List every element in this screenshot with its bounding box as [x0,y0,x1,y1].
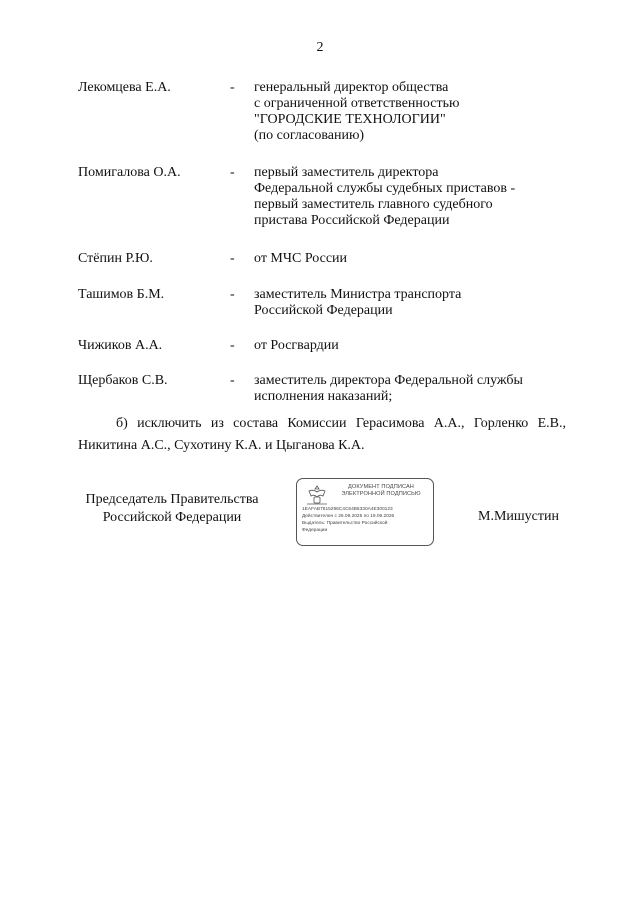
role-line: заместитель директора Федеральной службы [254,373,523,388]
page-number: 2 [316,40,324,55]
role-line: (по согласованию) [254,128,365,143]
coat-of-arms-icon [305,484,329,506]
member-name: Щербаков С.В. [78,373,168,388]
role-line: заместитель Министра транспорта [254,287,462,302]
role-line: от МЧС России [254,251,348,266]
paragraph-line: б) исключить из состава Комиссии Герасимова А.А., Горленко Е.В., [116,416,566,431]
member-dash: - [230,165,235,180]
member-name: Лекомцева Е.А. [78,80,171,95]
stamp-issued-to: Выдатель: Правительство Российской [302,521,388,526]
signer-name: М.Мишустин [478,509,559,524]
member-dash: - [230,287,235,302]
chairman-title-line: Председатель Правительства [85,492,259,507]
role-line: с ограниченной ответственностью [254,96,460,111]
stamp-details [302,506,430,534]
chairman-title [78,491,266,527]
stamp-issued-to: Федерации [302,528,328,533]
stamp-certificate: 1EAFAB7815296C4C64B5330A4E300123 [302,507,393,512]
member-role [254,251,574,267]
stamp-header [333,484,429,498]
stamp-validity: Действителен с 26.09.2025 по 19.09.2026 [302,514,395,519]
role-line: от Росгвардии [254,338,339,353]
member-name: Помигалова О.А. [78,165,181,180]
member-dash: - [230,338,235,353]
member-role [254,287,574,319]
member-dash: - [230,373,235,388]
stamp-header-line: ЭЛЕКТРОННОЙ ПОДПИСЬЮ [341,491,421,497]
role-line: генеральный директор общества [254,80,449,95]
member-role [254,165,574,229]
role-line: "ГОРОДСКИЕ ТЕХНОЛОГИИ" [254,112,446,127]
role-line: первый заместитель директора [254,165,439,180]
exclusion-paragraph [78,413,566,457]
member-role [254,373,574,405]
role-line: первый заместитель главного судебного [254,197,493,212]
member-role [254,338,574,354]
paragraph-line: Никитина А.С., Сухотину К.А. и Цыганова К.А. [78,438,365,453]
role-line: исполнения наказаний; [254,389,393,404]
stamp-header-line: ДОКУМЕНТ ПОДПИСАН [348,484,414,490]
role-line: Федеральной службы судебных приставов - [254,181,516,196]
member-name: Стёпин Р.Ю. [78,251,153,266]
member-role [254,80,574,144]
role-line: пристава Российской Федерации [254,213,450,228]
member-dash: - [230,80,235,95]
electronic-signature-stamp [296,478,434,546]
member-name: Ташимов Б.М. [78,287,165,302]
member-name: Чижиков А.А. [78,338,163,353]
role-line: Российской Федерации [254,303,393,318]
chairman-title-line: Российской Федерации [102,510,242,525]
member-dash: - [230,251,235,266]
